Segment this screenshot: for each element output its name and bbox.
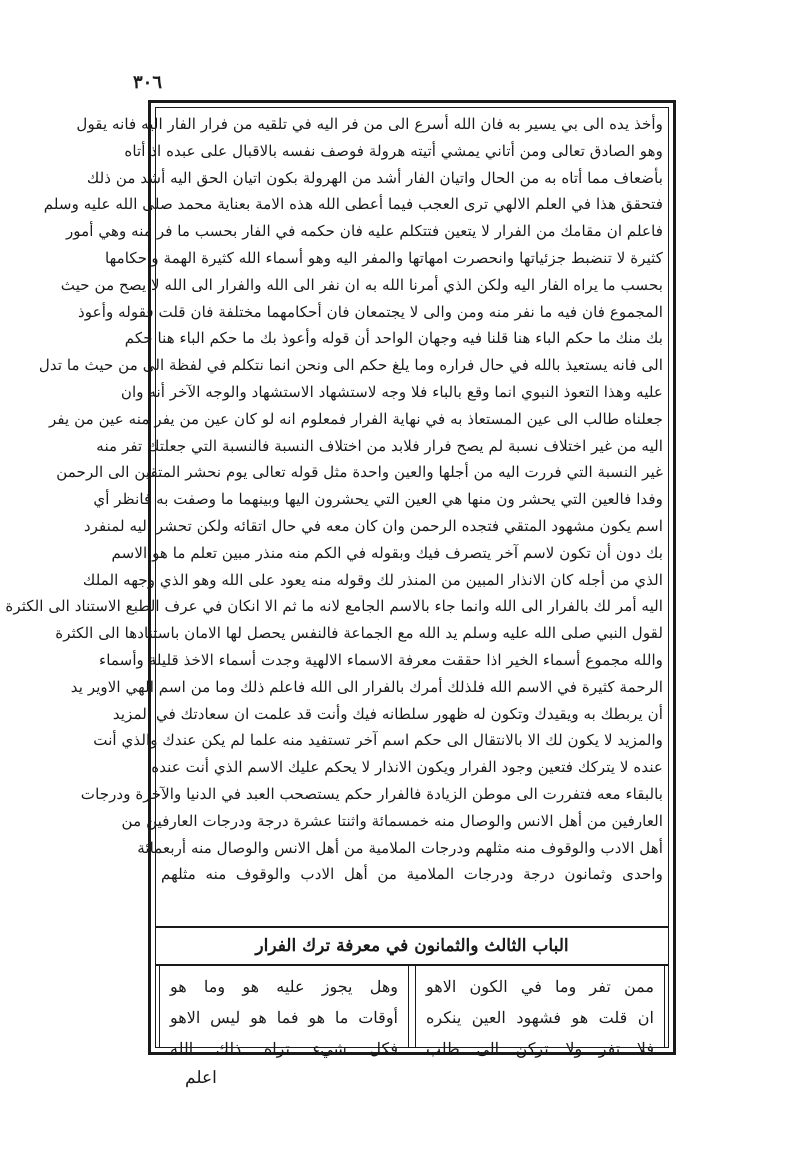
text-line: الى فانه يستعيذ بالله في حال فراره وما يلغ حكم الى ونحن انما نتكلم في لفظة الى من حيث ما تدل	[38, 356, 663, 375]
text-line: أن يربطك به ويقيدك وتكون له ظهور سلطانه فيك وأنت قد علمت ان سعادتك في المزيد	[112, 704, 663, 723]
text-line: أهل الادب والوقوف منه مثلهم ودرجات الملامية من أهل الانس والوصال منه أربعمائة	[137, 838, 663, 857]
text-line: عليه وهذا التعوذ النبوي انما وقع بالباء فلا وجه لاستشهاد الاستشهاد والوجه الآخر أنه وان	[120, 382, 663, 401]
catchword: اعلم	[185, 1068, 217, 1088]
text-line: وفدا فالعين التي يحشر ون منها هي العين التي يحشرون اليها وبينهما ما وصفت به فانظر أي	[93, 490, 663, 509]
verse-area	[155, 964, 669, 1058]
text-line: واحدى وثمانون درجة ودرجات الملامية من أهل الادب والوقوف منه مثلهم	[161, 865, 663, 884]
text-line: عنده لا يتركك فتعين وجود الفرار ويكون الانذار لا يحكم عليك الاسم الذي أنت عنده	[151, 758, 663, 777]
text-line: فاعلم ان مقامك من الفرار لا يتعين فتتكلم عليه فان حكمه في الفار بحسب ما فر منه وهي أمور	[65, 222, 663, 241]
text-line: وأخذ يده الى بي يسير به فان الله أسرع الى من فر اليه في تلقيه من فرار الفار اليه فانه يقول	[76, 115, 663, 133]
text-line: اليه أمر لك بالفرار الى الله وانما جاء بالاسم الجامع لانه ما ثم الا انكان في عرف الطبع الاستناد الى الكثرة	[5, 597, 663, 616]
text-line: العارفين من أهل الانس والوصال منه خمسمائة واثنتا عشرة درجة ودرجات العارفين من	[121, 811, 663, 830]
text-line: غير النسبة التي فررت اليه من أجلها والعين واحدة مثل قوله تعالى يوم نحشر المتقين الى الرحمن	[56, 463, 663, 482]
text-line: بك منك ما حكم الباء هنا قلنا فيه وجهان الواحد أن قوله وأعوذ بك ما حكم الباء هنا حكم	[124, 329, 663, 348]
page-frame	[5, 100, 676, 1058]
main-text-block	[5, 111, 663, 916]
text-line: والمزيد لا يكون لك الا بالانتقال الى حكم اسم آخر تستفيد منه علما لم يكن عندك والذي أنت	[93, 731, 663, 750]
text-line: المجموع فان فيه ما نفر منه ومن والى لا يجتمعان فان أحكامهما مختلفة فان قلت فقوله وأعوذ	[78, 302, 663, 321]
text-line: بالبقاء معه فتفررت الى موطن الزيادة فالفرار حكم يستصحب العبد في الدنيا والآخرة ودرجات	[80, 784, 663, 803]
verse-line: فلا تفر ولا تركن الى طلب	[426, 1039, 654, 1058]
text-line: لقول النبي صلى الله عليه وسلم يد الله مع الجماعة فالنفس يحصل لها الامان باستنادها الى الكثرة	[55, 624, 663, 643]
text-line: الذي من أجله كان الانذار المبين من المنذر لك وقوله منه يعود على الله وهو الذي وجهه الملك	[82, 570, 663, 589]
verse-line: أوقات ما هو فما هو ليس الاهو	[170, 1008, 398, 1027]
text-line: بحسب ما يراه الفار اليه ولكن الذي أمرنا الله به ان نفر الى الله والفرار الى الله لا يصح من حيث	[60, 275, 663, 294]
text-line: كثيرة لا تنضبط جزئياتها وانحصرت امهاتها والمفر اليه وهو أسماء الله كثيرة الهمة وأحكامها	[105, 248, 663, 267]
text-line: اليه من غير اختلاف نسبة لم يصح فرار فلابد من اختلاف النسبة فالنسبة التي جعلتك تفر منه	[96, 436, 663, 455]
verse-line: فكل شيء تراه ذلك الله	[170, 1039, 398, 1058]
text-line: والله مجموع أسماء الخير اذا حققت معرفة الاسماء الالهية وجدت أسماء الاخذ قليلة وأسماء	[99, 650, 663, 669]
text-line: الرحمة كثيرة في الاسم الله فلذلك أمرك بالفرار الى الله فاعلم ذلك وما من اسم الهي الاوير يد	[70, 677, 663, 696]
text-line: بك دون أن تكون لاسم آخر يتصرف فيك وبقوله في الكم منه منذر مبين تعلم ما هو الاسم	[111, 543, 663, 562]
verse-column-right	[415, 964, 665, 1058]
verse-line: ممن تفر وما في الكون الاهو	[426, 977, 654, 996]
text-line: فتحقق هذا في العلم الالهي ترى العجب فيما أعطى الله هذه الامة بعناية محمد صلى الله عليه وسلم	[43, 195, 663, 214]
text-line: اسم يكون مشهود المتقي فتجده الرحمن وان كان معه في حال اتقائه ولكن تحشر اليه لمنفرد	[83, 516, 663, 535]
text-line: وهو الصادق تعالى ومن أتاني يمشي أتيته هرولة فوصف نفسه بالاقبال على عبده اذ أتاه	[124, 141, 663, 160]
verse-line: وهل يجوز عليه هو وما هو	[170, 977, 398, 996]
text-line: بأضعاف مما أتاه به من الحال واتيان الفار أشد من الهرولة بكون اتيان الحق اليه أشد من ذلك	[86, 168, 663, 187]
chapter-heading: الباب الثالث والثمانون في معرفة ترك الفرار	[255, 936, 569, 956]
page-number: ٣٠٦	[133, 72, 163, 93]
verse-column-left	[159, 964, 409, 1058]
text-line: جعلناه طالب الى عين المستعاذ به في نهاية الفرار فمعلوم انه لو كان عين من يفر منه عين من يفر	[48, 409, 663, 428]
verse-line: ان قلت هو فشهود العين ينكره	[426, 1008, 654, 1027]
chapter-heading-band	[155, 926, 669, 966]
